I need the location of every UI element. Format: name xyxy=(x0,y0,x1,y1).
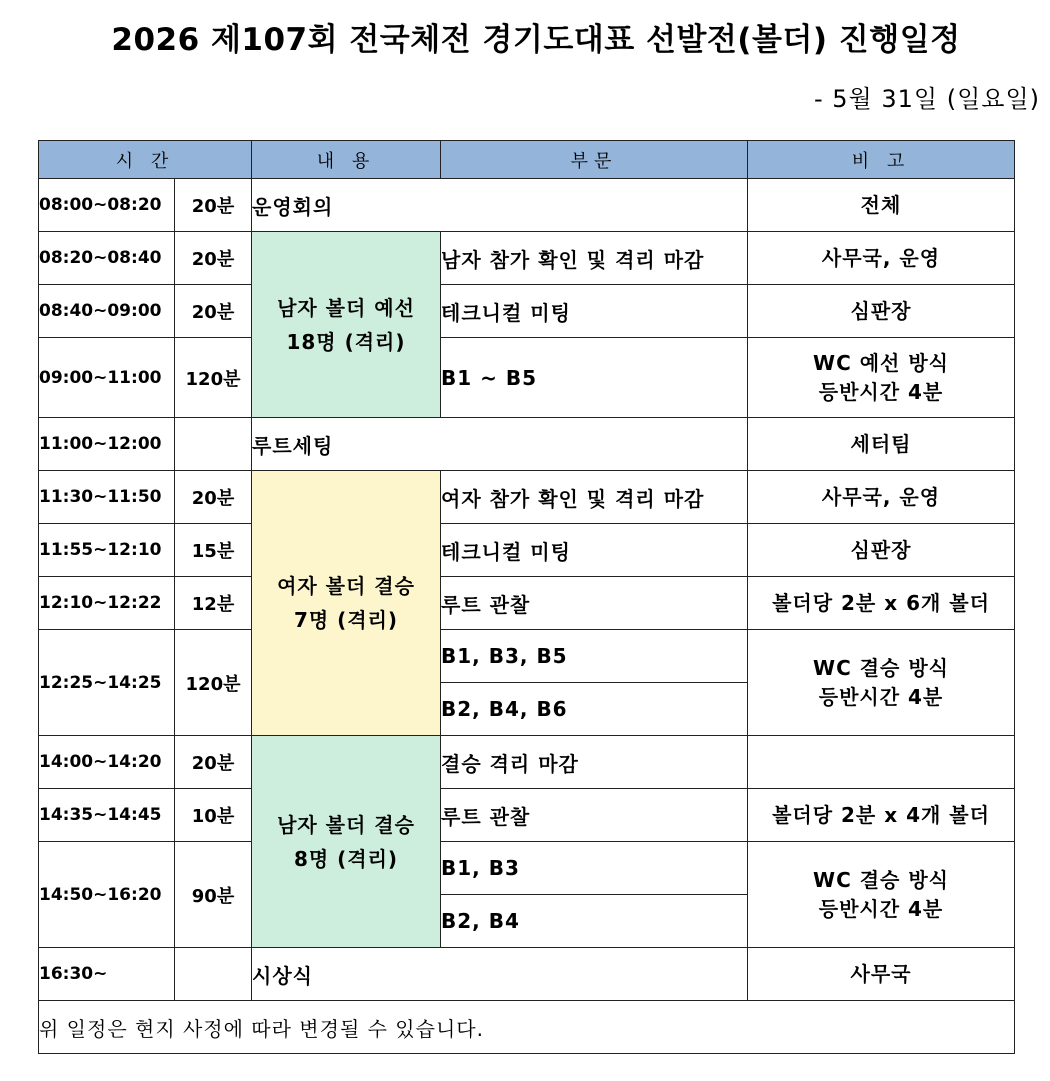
group-cell-women-final xyxy=(252,471,441,736)
time-cell: 08:20~08:40 xyxy=(39,232,175,285)
duration-cell: 120분 xyxy=(175,630,252,736)
table-row xyxy=(39,285,1015,338)
table-row xyxy=(39,418,1015,471)
table-row xyxy=(39,338,1015,418)
duration-cell: 20분 xyxy=(175,285,252,338)
part-cell: B1, B3, B5 xyxy=(441,630,748,683)
note-cell xyxy=(748,736,1015,789)
part-cell: 결승 격리 마감 xyxy=(441,736,748,789)
time-cell: 08:00~08:20 xyxy=(39,179,175,232)
part-cell: 여자 참가 확인 및 격리 마감 xyxy=(441,471,748,524)
time-cell: 14:35~14:45 xyxy=(39,789,175,842)
time-cell: 08:40~09:00 xyxy=(39,285,175,338)
note-line: WC 예선 방식 xyxy=(813,350,949,375)
note-line: WC 결승 방식 xyxy=(813,655,949,680)
time-cell: 09:00~11:00 xyxy=(39,338,175,418)
table-row xyxy=(39,630,1015,683)
table-row xyxy=(39,232,1015,285)
duration-cell: 20분 xyxy=(175,179,252,232)
page-title: 2026 제107회 전국체전 경기도대표 선발전(볼더) 진행일정 xyxy=(111,22,961,58)
note-line: 등반시간 4분 xyxy=(818,684,944,709)
time-cell: 12:10~12:22 xyxy=(39,577,175,630)
header-time: 시 간 xyxy=(39,141,252,179)
group-title: 여자 볼더 결승 xyxy=(277,574,415,598)
table-row xyxy=(39,842,1015,895)
time-cell: 16:30~ xyxy=(39,948,175,1001)
time-cell: 12:25~14:25 xyxy=(39,630,175,736)
time-cell: 11:30~11:50 xyxy=(39,471,175,524)
table-row xyxy=(39,471,1015,524)
content-cell: 루트세팅 xyxy=(252,418,748,471)
part-cell: B1, B3 xyxy=(441,842,748,895)
header-part: 부문 xyxy=(441,141,748,179)
duration-cell: 15분 xyxy=(175,524,252,577)
note-cell xyxy=(748,842,1015,948)
header-note: 비 고 xyxy=(748,141,1015,179)
table-row xyxy=(39,736,1015,789)
group-title: 남자 볼더 결승 xyxy=(277,812,415,837)
content-cell: 운영회의 xyxy=(252,179,748,232)
schedule-table xyxy=(38,140,1015,1054)
content-cell: 시상식 xyxy=(252,948,748,1001)
duration-cell: 90분 xyxy=(175,842,252,948)
note-cell xyxy=(748,630,1015,736)
part-cell: 루트 관찰 xyxy=(441,789,748,842)
note-line: 등반시간 4분 xyxy=(818,896,944,921)
event-date: - 5월 31일 (일요일) xyxy=(813,85,1040,113)
duration-cell: 12분 xyxy=(175,577,252,630)
part-cell: B2, B4 xyxy=(441,895,748,948)
header-row xyxy=(39,141,1015,179)
group-subtitle: 18명 (격리) xyxy=(286,329,406,354)
note-cell: 사무국 xyxy=(748,948,1015,1001)
duration-cell: 120분 xyxy=(175,338,252,418)
part-cell: B1 ~ B5 xyxy=(441,338,748,418)
duration-cell xyxy=(175,948,252,1001)
duration-cell xyxy=(175,418,252,471)
time-cell: 14:50~16:20 xyxy=(39,842,175,948)
group-subtitle: 8명 (격리) xyxy=(293,846,399,871)
table-row xyxy=(39,577,1015,630)
time-cell: 11:55~12:10 xyxy=(39,524,175,577)
note-cell: 심판장 xyxy=(748,524,1015,577)
header-content: 내 용 xyxy=(252,141,441,179)
time-cell: 14:00~14:20 xyxy=(39,736,175,789)
group-title: 남자 볼더 예선 xyxy=(277,295,415,320)
note-cell: 심판장 xyxy=(748,285,1015,338)
footer-notice: 위 일정은 현지 사정에 따라 변경될 수 있습니다. xyxy=(39,1001,1015,1054)
group-subtitle: 7명 (격리) xyxy=(293,608,399,632)
part-cell: 테크니컬 미팅 xyxy=(441,285,748,338)
part-cell: 테크니컬 미팅 xyxy=(441,524,748,577)
footer-row xyxy=(39,1001,1015,1054)
table-row xyxy=(39,948,1015,1001)
part-cell: 루트 관찰 xyxy=(441,577,748,630)
note-cell: 볼더당 2분 x 6개 볼더 xyxy=(748,577,1015,630)
duration-cell: 20분 xyxy=(175,232,252,285)
note-cell: 세터팀 xyxy=(748,418,1015,471)
time-cell: 11:00~12:00 xyxy=(39,418,175,471)
group-cell-men-final xyxy=(252,736,441,948)
note-cell: 사무국, 운영 xyxy=(748,232,1015,285)
table-row xyxy=(39,179,1015,232)
note-cell: 전체 xyxy=(748,179,1015,232)
note-line: 등반시간 4분 xyxy=(818,379,944,404)
part-cell: B2, B4, B6 xyxy=(441,683,748,736)
note-line: WC 결승 방식 xyxy=(813,867,949,892)
duration-cell: 20분 xyxy=(175,736,252,789)
duration-cell: 10분 xyxy=(175,789,252,842)
note-cell: 볼더당 2분 x 4개 볼더 xyxy=(748,789,1015,842)
duration-cell: 20분 xyxy=(175,471,252,524)
table-row xyxy=(39,789,1015,842)
part-cell: 남자 참가 확인 및 격리 마감 xyxy=(441,232,748,285)
group-cell-men-qualification xyxy=(252,232,441,418)
note-cell xyxy=(748,338,1015,418)
note-cell: 사무국, 운영 xyxy=(748,471,1015,524)
table-row xyxy=(39,524,1015,577)
